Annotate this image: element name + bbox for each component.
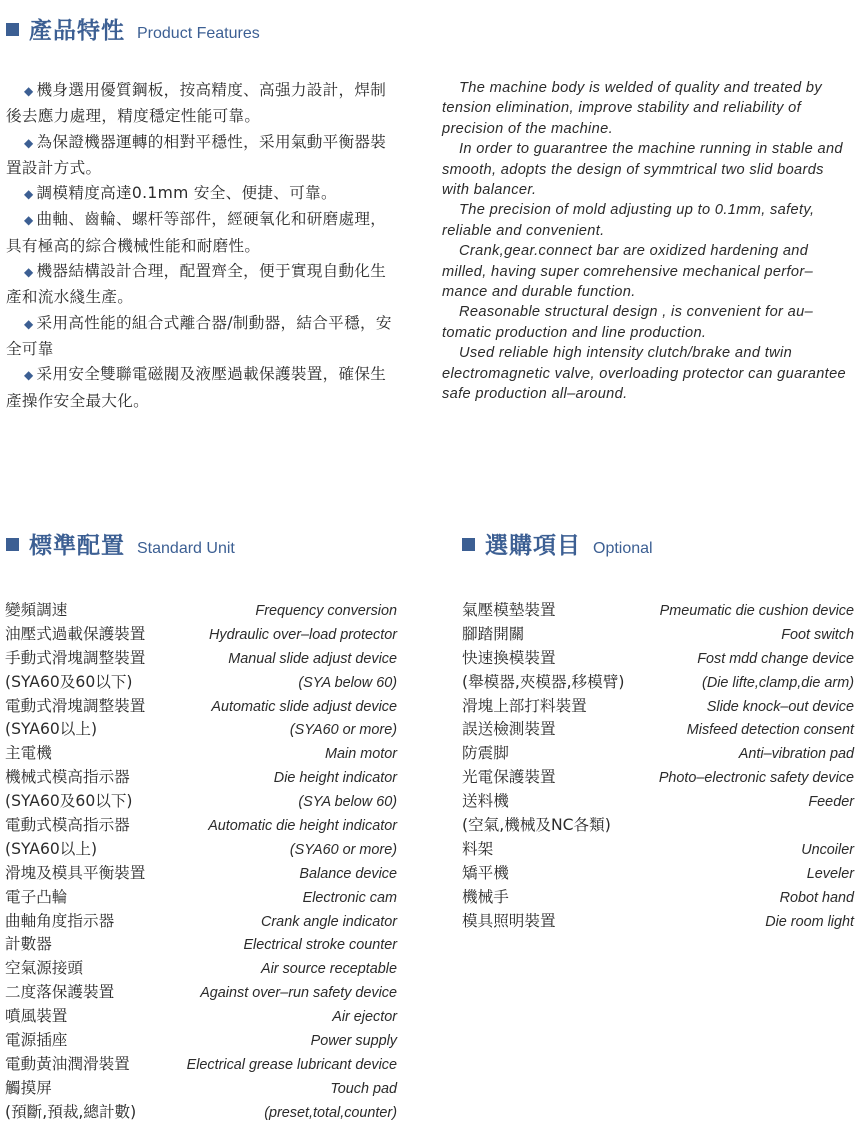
item-label-zh: 噴風裝置	[5, 1007, 68, 1026]
list-item	[5, 1076, 397, 1100]
feature-item-zh	[6, 311, 398, 363]
item-label-zh: 電動式模高指示器	[5, 816, 130, 835]
item-label-en: (SYA60 or more)	[289, 841, 397, 858]
list-item	[5, 1100, 397, 1124]
item-label-zh: 矯平機	[462, 863, 509, 882]
feature-item-zh	[6, 362, 398, 414]
item-label-en: Main motor	[325, 746, 397, 763]
item-label-en: Hydraulic over–load protector	[209, 626, 397, 643]
item-label-zh: 光電保護裝置	[462, 768, 556, 787]
list-item	[5, 885, 397, 909]
list-item	[462, 861, 854, 885]
features-header	[6, 12, 260, 45]
item-label-en: Automatic die height indicator	[208, 818, 397, 835]
list-item	[5, 813, 397, 837]
item-label-zh: 主電機	[5, 744, 52, 763]
item-label-en: Robot hand	[779, 889, 854, 906]
standard-title-en: Standard Unit	[137, 540, 235, 557]
item-label-zh: 快速換模裝置	[462, 648, 556, 667]
item-label-en: Touch pad	[330, 1080, 397, 1097]
item-label-en: (preset,total,counter)	[264, 1104, 397, 1121]
list-item	[5, 1028, 397, 1052]
item-label-zh: 變頻調速	[5, 601, 68, 619]
item-label-zh: 曲軸角度指示器	[5, 911, 115, 930]
item-label-zh: 模具照明裝置	[462, 911, 556, 930]
item-label-zh: 計數器	[5, 935, 52, 954]
list-item	[462, 741, 854, 765]
list-item	[462, 765, 854, 789]
item-label-en: (Die lifte,clamp,die arm)	[702, 674, 854, 691]
item-label-zh: 機械式模高指示器	[5, 768, 130, 787]
item-label-zh: 電動式滑塊調整裝置	[5, 696, 146, 715]
list-item	[462, 646, 854, 670]
list-item	[5, 837, 397, 861]
item-label-en: Leveler	[806, 865, 854, 882]
item-label-zh: 電源插座	[5, 1031, 68, 1050]
item-label-zh: 手動式滑塊調整裝置	[5, 648, 146, 667]
item-label-zh: 觸摸屏	[5, 1078, 52, 1097]
item-label-en: Slide knock–out device	[706, 698, 854, 715]
list-item	[5, 1052, 397, 1076]
item-label-en: (SYA60 or more)	[289, 722, 397, 739]
list-item	[462, 694, 854, 718]
item-label-en: Fost mdd change device	[697, 650, 854, 667]
feature-item-en: Crank,gear.connect bar are oxidized hardening and milled, having super comrehensive mechanical perfor–mance and durable function.	[442, 243, 814, 301]
optional-header	[462, 527, 653, 560]
list-item	[5, 932, 397, 956]
feature-text-zh: 采用安全雙聯電磁閥及液壓過載保護裝置，確保生產操作安全最大化。	[6, 365, 387, 410]
list-item	[5, 646, 397, 670]
feature-text-zh: 調模精度高達0.1mm 安全、便捷、可靠。	[36, 184, 337, 203]
item-label-en: (SYA below 60)	[298, 794, 397, 811]
list-item	[5, 741, 397, 765]
item-label-zh: 滑塊及模具平衡裝置	[5, 863, 146, 882]
feature-item-zh	[6, 207, 398, 259]
feature-text-zh: 曲軸、齒輪、螺杆等部件，經硬氧化和研磨處理，具有極高的綜合機械性能和耐磨性。	[6, 210, 387, 255]
diamond-bullet-icon: ◆	[24, 187, 34, 202]
list-item	[5, 622, 397, 646]
item-label-zh: (舉模器,夾模器,移模臂)	[462, 672, 625, 691]
features-title-zh: 產品特性	[29, 18, 125, 44]
feature-item-zh	[6, 259, 398, 311]
diamond-bullet-icon: ◆	[24, 84, 34, 98]
list-item	[462, 909, 854, 933]
item-label-zh: 腳踏開關	[462, 624, 525, 643]
item-label-zh: (SYA60及60以下)	[5, 792, 133, 811]
item-label-en: Electronic cam	[302, 889, 397, 906]
diamond-bullet-icon: ◆	[24, 265, 34, 280]
item-label-en: Air source receptable	[261, 961, 397, 978]
item-label-en: Misfeed detection consent	[686, 722, 854, 739]
item-label-en: Foot switch	[781, 626, 854, 643]
feature-text-zh: 機身選用優質鋼板，按高精度、高强力設計，焊制後去應力處理，精度穩定性能可靠。	[6, 81, 387, 126]
item-label-zh: 送料機	[462, 792, 509, 811]
item-label-zh: (SYA60及60以下)	[5, 672, 133, 691]
feature-item-en: In order to guarantree the machine running in stable and smooth, adopts the design of symmtrical two slid boards with balancer.	[442, 141, 843, 199]
item-label-zh: 氣壓模墊裝置	[462, 601, 556, 619]
item-label-zh: (SYA60以上)	[5, 720, 98, 739]
standard-title-zh: 標準配置	[29, 533, 125, 559]
list-item	[5, 861, 397, 885]
list-item	[462, 885, 854, 909]
square-bullet-icon	[6, 538, 19, 551]
item-label-zh: 誤送檢測裝置	[462, 720, 556, 739]
list-item	[462, 789, 854, 813]
standard-list	[5, 598, 397, 1124]
list-item	[462, 717, 854, 741]
item-label-en: Die height indicator	[273, 770, 397, 787]
item-label-zh: 滑塊上部打料裝置	[462, 696, 587, 715]
features-list-zh	[6, 78, 398, 414]
item-label-en: (SYA below 60)	[298, 674, 397, 691]
feature-item-zh	[6, 78, 398, 130]
list-item	[5, 909, 397, 933]
item-label-en: Frequency conversion	[255, 603, 397, 619]
list-item	[5, 980, 397, 1004]
item-label-en: Against over–run safety device	[200, 985, 397, 1002]
feature-item-en: Reasonable structural design , is convenient for au–tomatic production and line production.	[442, 304, 814, 341]
item-label-zh: (SYA60以上)	[5, 839, 98, 858]
features-title-en: Product Features	[137, 25, 260, 42]
feature-item-en: The precision of mold adjusting up to 0.1mm, safety, reliable and convenient.	[442, 202, 815, 239]
optional-title-en: Optional	[593, 540, 653, 557]
item-label-en: Die room light	[765, 913, 854, 930]
item-label-en: Feeder	[808, 794, 854, 811]
optional-title-zh: 選購項目	[485, 533, 581, 559]
list-item	[5, 1004, 397, 1028]
square-bullet-icon	[462, 538, 475, 551]
diamond-bullet-icon: ◆	[24, 213, 34, 228]
feature-item-zh	[6, 130, 398, 182]
item-label-zh: 電動黃油潤滑裝置	[5, 1054, 130, 1073]
item-label-zh: 二度落保護裝置	[5, 983, 115, 1002]
item-label-zh: (空氣,機械及NC各類)	[462, 816, 611, 835]
list-item	[5, 789, 397, 813]
item-label-en: Photo–electronic safety device	[658, 770, 854, 787]
feature-item-zh	[6, 181, 398, 207]
list-item	[5, 956, 397, 980]
list-item	[462, 837, 854, 861]
list-item	[5, 717, 397, 741]
item-label-zh: 料架	[462, 839, 494, 858]
item-label-en: Electrical grease lubricant device	[186, 1056, 397, 1073]
item-label-en: Electrical stroke counter	[243, 937, 397, 954]
diamond-bullet-icon: ◆	[24, 368, 34, 383]
item-label-en: Anti–vibration pad	[738, 746, 854, 763]
diamond-bullet-icon: ◆	[24, 135, 34, 150]
feature-text-zh: 機器結構設計合理，配置齊全，便于實現自動化生產和流水綫生產。	[6, 262, 387, 307]
item-label-en: Balance device	[299, 865, 397, 882]
item-label-zh: 防震脚	[462, 744, 509, 763]
feature-text-zh: 為保證機器運轉的相對平穩性，采用氣動平衡器裝置設計方式。	[6, 132, 387, 177]
item-label-en: Pmeumatic die cushion device	[659, 603, 854, 619]
diamond-bullet-icon: ◆	[24, 316, 34, 331]
list-item	[462, 670, 854, 694]
list-item	[5, 765, 397, 789]
item-label-zh: 空氣源接頭	[5, 959, 83, 978]
list-item	[462, 813, 854, 837]
square-bullet-icon	[6, 23, 19, 36]
feature-item-en: The machine body is welded of quality and treated by tension elimination, improve stability and reliability of precision of the machine.	[442, 80, 822, 137]
item-label-en: Uncoiler	[801, 841, 854, 858]
item-label-en: Power supply	[310, 1033, 397, 1050]
item-label-zh: 機械手	[462, 887, 509, 906]
list-item	[462, 598, 854, 622]
item-label-en: Automatic slide adjust device	[211, 698, 397, 715]
list-item	[462, 622, 854, 646]
feature-text-zh: 采用高性能的組合式離合器/制動器，結合平穩，安全可靠	[6, 313, 392, 358]
item-label-zh: 油壓式過載保護裝置	[5, 624, 146, 643]
item-label-zh: (預斷,預裁,總計數)	[5, 1102, 137, 1121]
standard-header	[6, 527, 235, 560]
item-label-zh: 電子凸輪	[5, 887, 68, 906]
item-label-en: Crank angle indicator	[261, 913, 397, 930]
list-item	[5, 670, 397, 694]
optional-list	[462, 598, 854, 932]
list-item	[5, 598, 397, 622]
feature-item-en: Used reliable high intensity clutch/brake and twin electromagnetic valve, overloading protector can guarantee safe production all–around.	[442, 345, 847, 403]
item-label-en: Air ejector	[332, 1009, 397, 1026]
list-item	[5, 694, 397, 718]
features-list-en	[442, 78, 854, 405]
item-label-en: Manual slide adjust device	[228, 650, 397, 667]
